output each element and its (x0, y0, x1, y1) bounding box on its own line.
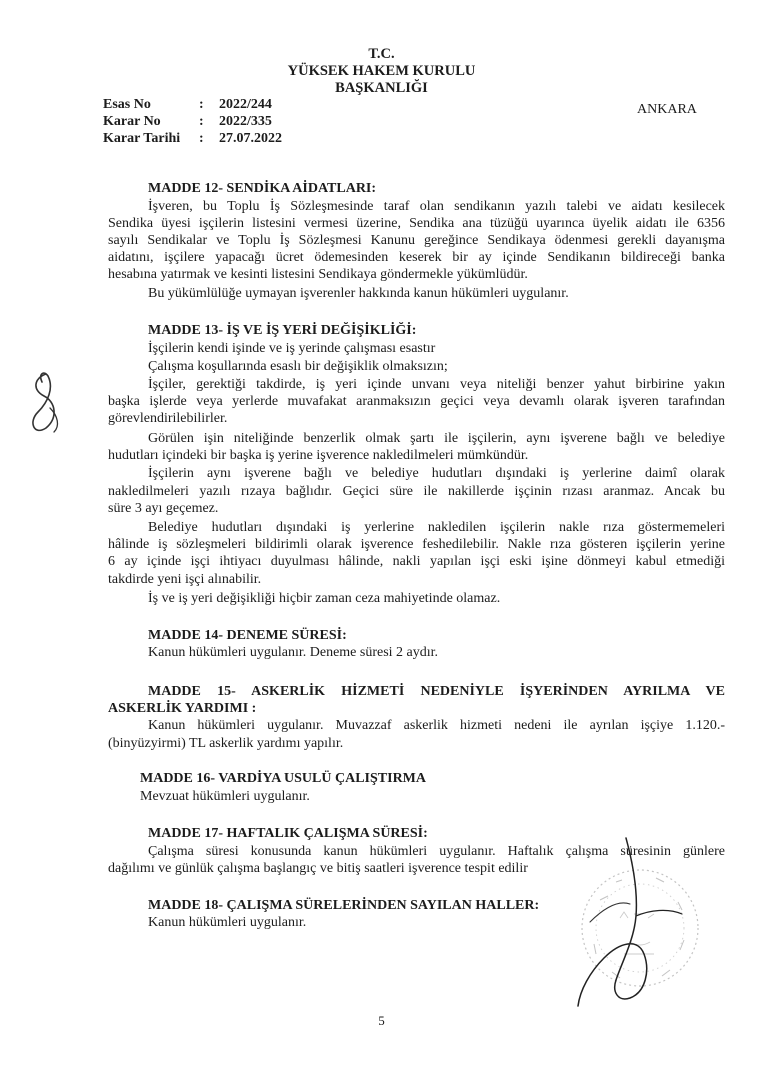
section-13-line-12: hâlinde iş sözleşmeleri bildirimli olarak işverence feshedilebilir. Nakle rıza gösteren işçilerin yerine (108, 537, 725, 552)
section-title-17: MADDE 17- HAFTALIK ÇALIŞMA SÜRESİ: (148, 826, 428, 841)
section-14-line-1: Kanun hükümleri uygulanır. Deneme süresi 2 aydır. (148, 645, 439, 660)
esas-row (103, 96, 282, 113)
section-15-line-1: Kanun hükümleri uygulanır. Muvazzaf askerlik hizmeti nedeni ile ayrılan işçiye 1.120.- (148, 718, 725, 733)
section-15-line-2: (binyüzyirmi) TL askerlik yardımı yapılır. (108, 736, 344, 751)
section-title-18: MADDE 18- ÇALIŞMA SÜRELERİNDEN SAYILAN HALLER: (148, 898, 540, 913)
section-title-15-cont: ASKERLİK YARDIMI : (108, 701, 257, 716)
city-label: ANKARA (637, 102, 697, 117)
section-title-13: MADDE 13- İŞ VE İŞ YERİ DEĞİŞİKLİĞİ: (148, 323, 417, 338)
section-13-line-14: takdirde yeni işçi alınabilir. (108, 572, 262, 587)
page-number: 5 (378, 1013, 385, 1028)
section-13-line-11: Belediye hudutları dışındaki iş yerlerine nakledilen işçilerin nakle rıza göstermemeleri (148, 520, 725, 535)
section-12-line-3: sayılı Sendikalar ve Toplu İş Sözleşmesi Kanunu gereğince Sendikaya ödenmesi gerekli dayanışma (108, 233, 725, 248)
section-13-line-10: süre 3 ayı geçemez. (108, 501, 219, 516)
header-line-institution: YÜKSEK HAKEM KURULU (287, 63, 476, 79)
margin-initial-signature (20, 368, 70, 440)
section-title-14: MADDE 14- DENEME SÜRESİ: (148, 628, 347, 643)
karar-row (103, 113, 282, 130)
header-line-tc: T.C. (368, 46, 395, 62)
section-17-line-2: dağılımı ve günlük çalışma başlangıç ve bitiş saatleri işverence tespit edilir (108, 861, 528, 876)
section-title-15: MADDE 15- ASKERLİK HİZMETİ NEDENİYLE İŞYERİNDEN AYRILMA VE (148, 684, 725, 699)
karar-colon: : (199, 114, 204, 129)
esas-value: 2022/244 (219, 97, 272, 112)
tarih-value: 27.07.2022 (219, 131, 282, 146)
section-13-line-7: hudutları içindeki bir başka iş yerine işverence nakledilmeleri mümkündür. (108, 448, 529, 463)
section-12-line-4: aidatını, işçilere yapacağı ücret ödemesinden keserek bir ay içinde Sendikanın bildireceği banka (108, 250, 725, 265)
section-18-line-1: Kanun hükümleri uygulanır. (148, 915, 307, 930)
tarih-label: Karar Tarihi (103, 131, 181, 146)
section-12-line-2: Sendika üyesi işçilerin listesini vermesi üzerine, Sendika ana tüzüğü uyarınca üyelik aidatı ile 6356 (108, 216, 725, 231)
section-17-line-1: Çalışma süresi konusunda kanun hükümleri uygulanır. Haftalık çalışma süresinin günlere (148, 844, 725, 859)
tarih-colon: : (199, 131, 204, 146)
section-16-line-1: Mevzuat hükümleri uygulanır. (140, 789, 310, 804)
section-12-line-5: hesabına yatırmak ve kesinti listesini Sendikaya göndermekle yükümlüdür. (108, 267, 528, 282)
esas-colon: : (199, 97, 204, 112)
section-13-line-13: 6 ay içinde işçi ihtiyacı duyulması hâlinde, nakli yapılan işçi eski işine dönmeyi kabul etmediği (108, 554, 725, 569)
seal-stamp (582, 870, 698, 986)
section-12-line-1: İşveren, bu Toplu İş Sözleşmesinde taraf olan sendikanın yazılı talebi ve aidatı kesilecek (148, 199, 725, 214)
tarih-row (103, 130, 282, 147)
case-meta (103, 96, 282, 147)
section-13-line-9: nakledilmeleri yazılı rızaya bağlıdır. Geçici süre ile nakillerde işçinin rızası aranmaz. Ancak bu (108, 484, 725, 499)
section-title-12: MADDE 12- SENDİKA AİDATLARI: (148, 181, 377, 196)
section-13-line-6: Görülen işin niteliğinde benzerlik olmak şartı ile işçilerin, aynı işverene bağlı ve belediye (148, 431, 725, 446)
karar-value: 2022/335 (219, 114, 272, 129)
section-13-line-15: İş ve iş yeri değişikliği hiçbir zaman ceza mahiyetinde olamaz. (148, 591, 501, 606)
section-13-line-4: başka işlerde veya yerlerde muvafakat aranmaksızın geçici veya devamlı olarak işveren tarafından (108, 394, 725, 409)
header-line-presidency: BAŞKANLIĞI (335, 80, 428, 96)
karar-label: Karar No (103, 114, 161, 129)
section-title-16: MADDE 16- VARDİYA USULÜ ÇALIŞTIRMA (140, 771, 427, 786)
section-13-line-8: İşçilerin aynı işverene bağlı ve belediye hudutları dışındaki iş yerlerine daimî olarak (148, 466, 725, 481)
section-13-line-3: İşçiler, gerektiği takdirde, iş yeri içinde unvanı veya niteliği benzer yahut birbirine yakın (148, 377, 725, 392)
section-12-line-6: Bu yükümlülüğe uymayan işverenler hakkında kanun hükümleri uygulanır. (148, 286, 569, 301)
section-13-line-5: görevlendirilebilirler. (108, 411, 228, 426)
section-13-line-2: Çalışma koşullarında esaslı bir değişiklik olmaksızın; (148, 359, 448, 374)
signature-and-seal (560, 830, 710, 1030)
esas-label: Esas No (103, 97, 151, 112)
section-13-line-1: İşçilerin kendi işinde ve iş yerinde çalışması esastır (148, 341, 436, 356)
